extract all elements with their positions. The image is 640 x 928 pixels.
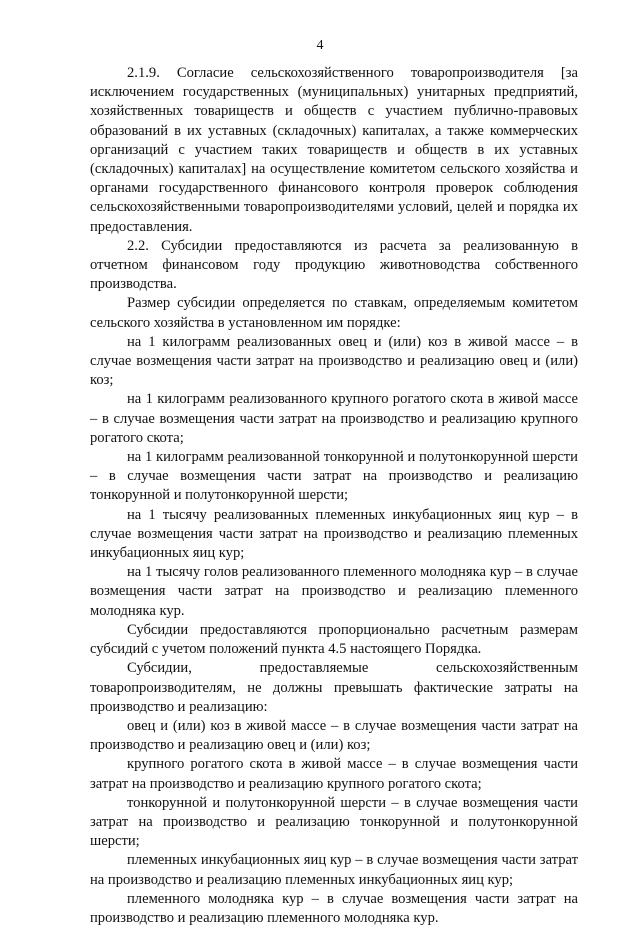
paragraph-limit-eggs: племенных инкубационных яиц кур – в случае возмещения части затрат на производство и реализацию племенных инкубационных яиц кур; [90, 852, 578, 888]
document-body [90, 64, 578, 928]
paragraph-not-exceed: Субсидии, предоставляемые сельскохозяйственным товаропроизводителям, не должны превышать фактические затраты на производство и реализацию: [90, 660, 578, 715]
paragraph-2-2: 2.2. Субсидии предоставляются из расчета за реализованную в отчетном финансовом году продукцию животноводства собственного производства. [90, 237, 578, 293]
paragraph-limit-young-chickens: племенного молодняка кур – в случае возмещения части затрат на производство и реализацию племенного молодняка кур. [90, 890, 578, 926]
paragraph-limit-sheep-goats: овец и (или) коз в живой массе – в случае возмещения части затрат на производство и реализацию овец и (или) коз; [90, 717, 578, 754]
paragraph-subsidy-size: Размер субсидии определяется по ставкам, определяемым комитетом сельского хозяйства в установленном им порядке: [90, 295, 578, 331]
paragraph-proportional: Субсидии предоставляются пропорционально расчетным размерам субсидий с учетом положений пункта 4.5 настоящего Порядка. [90, 621, 578, 658]
paragraph-limit-wool: тонкорунной и полутонкорунной шерсти – в случае возмещения части затрат на производство и реализацию тонкорунной и полутонкорунной шерсти; [90, 794, 578, 850]
paragraph-rate-young-chickens: на 1 тысячу голов реализованного племенного молодняка кур – в случае возмещения части затрат на производство и реализацию племенного молодняка кур. [90, 564, 578, 619]
page-number: 4 [316, 38, 324, 53]
paragraph-rate-eggs: на 1 тысячу реализованных племенных инкубационных яиц кур – в случае возмещения части затрат на производство и реализацию племенных инкубационных яиц кур; [90, 506, 578, 562]
paragraph-rate-cattle: на 1 килограмм реализованного крупного рогатого скота в живой массе – в случае возмещения части затрат на производство и реализацию крупного рогатого скота; [90, 391, 578, 446]
paragraph-rate-wool: на 1 килограмм реализованной тонкорунной и полутонкорунной шерсти – в случае возмещения части затрат на производство и реализацию тонкорунной и полутонкорунной шерсти; [90, 449, 578, 504]
paragraph-limit-cattle: крупного рогатого скота в живой массе – в случае возмещения части затрат на производство и реализацию крупного рогатого скота; [90, 756, 578, 792]
paragraph-rate-sheep-goats: на 1 килограмм реализованных овец и (или) коз в живой массе – в случае возмещения части затрат на производство и реализацию овец и (или) коз; [90, 333, 578, 389]
paragraph-2-1-9: 2.1.9. Согласие сельскохозяйственного товаропроизводителя [за исключением государственных (муниципальных) унитарных предприятий, хозяйственных товариществ и обществ с участием публично-правовых образований в их уставных (складочных) капиталах, а также коммерческих организаций с участием таких товариществ и обществ в их уставных (складочных) капиталах] на осуществление комитетом сельского хозяйства и органами государственного финансового контроля проверок соблюдения сельскохозяйственными товаропроизводителями условий, целей и порядка их предоставления. [90, 65, 578, 235]
